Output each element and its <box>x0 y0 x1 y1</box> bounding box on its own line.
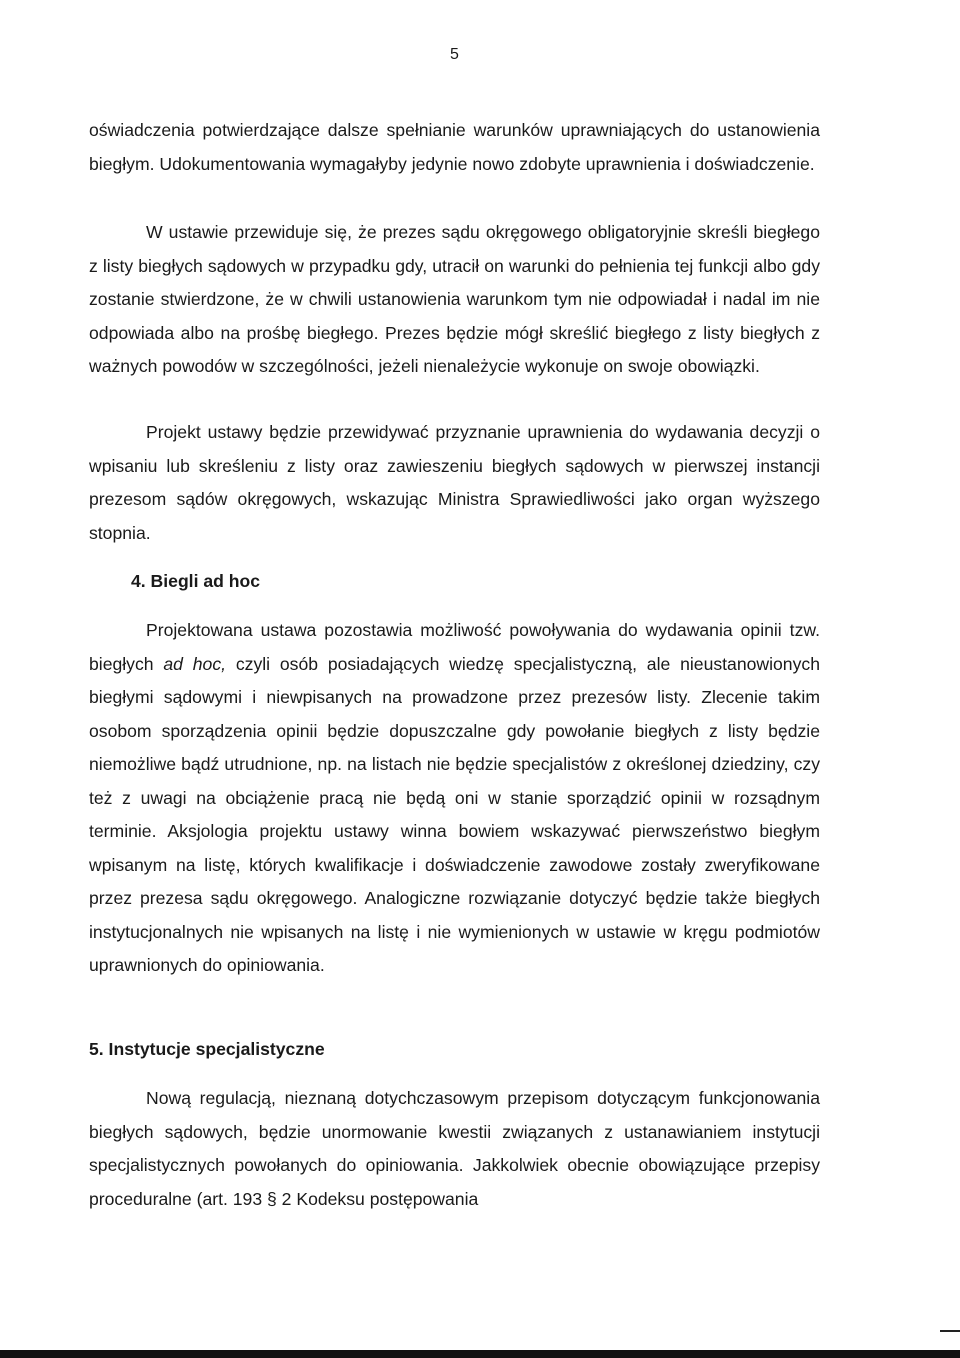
paragraph-continuation: oświadczenia potwierdzające dalsze spełnianie warunków uprawniających do ustanowienia biegłym. Udokumentowania wymagałyby jedynie nowo zdobyte uprawnienia i doświadczenie. <box>89 120 820 174</box>
italic-term: ad hoc, <box>163 653 227 674</box>
text-segment: Projektowana ustawa pozostawia możliwość powoływania do wydawania opinii tzw. biegłych <box>89 620 820 674</box>
scan-edge-mark <box>940 1330 960 1332</box>
paragraph-specialist-institutions: Nową regulacją, nieznaną dotychczasowym przepisom dotyczącym funkcjonowania biegłych sądowych, będzie unormowanie kwestii związanych z ustanawianiem instytucji specjalistycznych powołanych do opiniowania. Jakkolwiek obecnie obowiązujące przepisy proceduralne (art. 193 § 2 Kodeksu postępowania <box>89 1088 820 1209</box>
paragraph-decision-authority: Projekt ustawy będzie przewidywać przyznanie uprawnienia do wydawania decyzji o wpisaniu lub skreśleniu z listy oraz zawieszeniu biegłych sądowych w pierwszej instancji prezesom sądów okręgowych, wskazując Ministra Sprawiedliwości jako organ wyższego stopnia. <box>89 422 820 543</box>
paragraph-ad-hoc-experts <box>89 614 820 983</box>
section-heading-ad-hoc: 4. Biegli ad hoc <box>131 571 261 591</box>
page-number: 5 <box>450 46 459 63</box>
section-heading-institutions: 5. Instytucje specjalistyczne <box>89 1039 325 1059</box>
text-segment: czyli osób posiadających wiedzę specjalistyczną, ale nieustanowionych biegłymi sądowymi i niewpisanych na prowadzone przez prezesów listy. Zlecenie takim osobom sporządzenia opinii będzie dopuszczalne gdy powołanie biegłych z listy będzie niemożliwe bądź utrudnione, np. na listach nie będzie specjalistów z określonej dziedziny, czy też z uwagi na obciążenie pracą nie będą oni w stanie sporządzić opinii w rozsądnym terminie. Aksjologia projektu ustawy winna bowiem wskazywać pierwszeństwo biegłym wpisanym na listę, których kwalifikacje i doświadczenie zawodowe zostały zweryfikowane przez prezesa sądu okręgowego. Analogiczne rozwiązanie dotyczyć będzie także biegłych instytucjonalnych nie wpisanych na listę i nie wymienionych w ustawie w kręgu podmiotów uprawnionych do opiniowania. <box>89 653 820 975</box>
scan-bottom-border <box>0 1350 960 1358</box>
paragraph-removal-from-list: W ustawie przewiduje się, że prezes sądu okręgowego obligatoryjnie skreśli biegłego z listy biegłych sądowych w przypadku gdy, utracił on warunki do pełnienia tej funkcji albo gdy zostanie stwierdzone, że w chwili ustanowienia warunkom tym nie odpowiadał i nadal im nie odpowiada albo na prośbę biegłego. Prezes będzie mógł skreślić biegłego z listy biegłych z ważnych powodów w szczególności, jeżeli nienależycie wykonuje on swoje obowiązki. <box>89 222 820 376</box>
